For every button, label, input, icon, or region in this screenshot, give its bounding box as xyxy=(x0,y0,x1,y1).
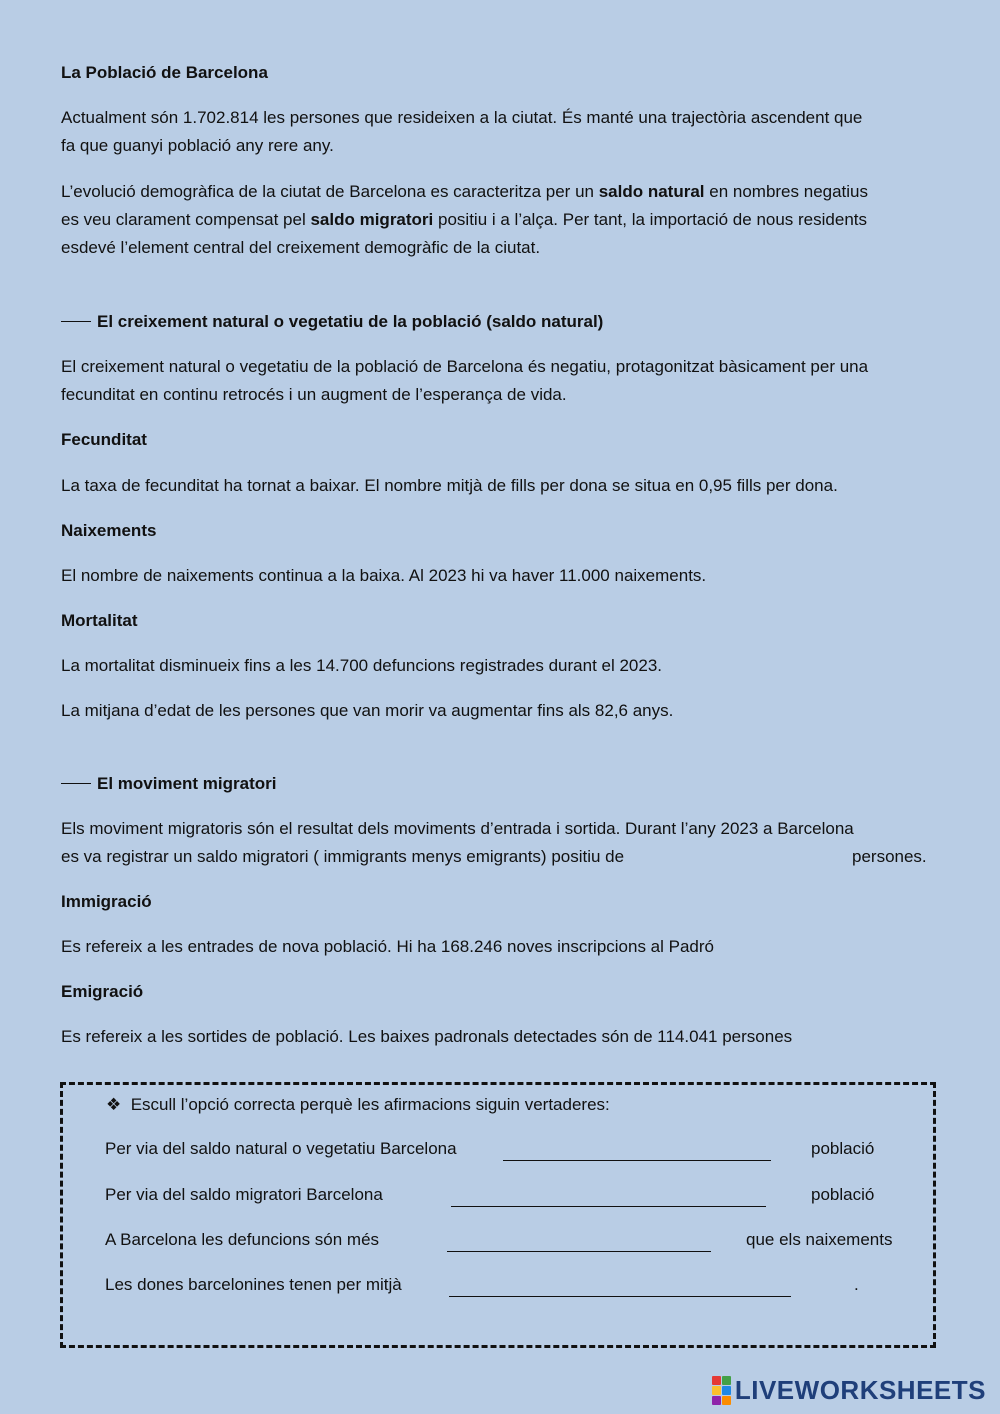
question-1-end: població xyxy=(811,1139,875,1158)
page-title: La Població de Barcelona xyxy=(61,63,268,82)
text-segment: L’evolució demogràfica de la ciutat de Barcelona es caracteritza per un xyxy=(61,182,599,201)
liveworksheets-logo xyxy=(712,1376,986,1404)
paragraph-line: La mitjana d’edat de les persones que van morir va augmentar fins als 82,6 anys. xyxy=(61,701,674,720)
paragraph-line: es va registrar un saldo migratori ( immigrants menys emigrants) positiu de xyxy=(61,847,625,866)
question-4-end: . xyxy=(854,1275,859,1294)
question-4-answer-field[interactable] xyxy=(449,1273,791,1297)
subheading-emigracio: Emigració xyxy=(61,982,144,1001)
paragraph-line: Els moviment migratoris són el resultat dels moviments d’entrada i sortida. Durant l’any 2023 a Barcelona xyxy=(61,819,854,838)
question-2-text: Per via del saldo migratori Barcelona xyxy=(105,1185,383,1204)
bold-term: saldo natural xyxy=(598,182,705,201)
section-heading-natural xyxy=(61,308,603,336)
question-2-end: població xyxy=(811,1185,875,1204)
question-1-text: Per via del saldo natural o vegetatiu Barcelona xyxy=(105,1139,457,1158)
text-segment: positiu i a l’alça. Per tant, la importació de nous residents xyxy=(433,210,868,229)
subheading-fecunditat: Fecunditat xyxy=(61,430,147,449)
subheading-immigracio: Immigració xyxy=(61,892,152,911)
intro-paragraph-2-line xyxy=(61,178,868,206)
section-heading-migratori xyxy=(61,770,276,798)
liveworksheets-logo-icon xyxy=(712,1376,731,1405)
intro-paragraph-2-line: esdevé l’element central del creixement demogràfic de la ciutat. xyxy=(61,238,541,257)
saldo-migratori-answer-field[interactable] xyxy=(680,845,840,869)
question-3-text: A Barcelona les defuncions són més xyxy=(105,1230,380,1249)
bold-term: saldo migratori xyxy=(310,210,434,229)
exercise-box xyxy=(60,1082,936,1348)
paragraph-line: El creixement natural o vegetatiu de la població de Barcelona és negatiu, protagonitzat bàsicament per una xyxy=(61,357,869,376)
heading-text: El creixement natural o vegetatiu de la població (saldo natural) xyxy=(97,312,604,331)
intro-paragraph-line: Actualment són 1.702.814 les persones que resideixen a la ciutat. És manté una trajectòria ascendent que xyxy=(61,108,863,127)
logo-text: LIVEWORKSHEETS xyxy=(734,1374,986,1405)
paragraph-line: La taxa de fecunditat ha tornat a baixar. El nombre mitjà de fills per dona se situa en 0,95 fills per dona. xyxy=(61,476,838,495)
paragraph-line-end: persones. xyxy=(852,847,927,866)
paragraph-line: El nombre de naixements continua a la baixa. Al 2023 hi va haver 11.000 naixements. xyxy=(61,566,707,585)
text-segment: en nombres negatius xyxy=(704,182,869,201)
question-3-end: que els naixements xyxy=(746,1230,893,1249)
question-2-answer-field[interactable] xyxy=(451,1183,766,1207)
exercise-instruction xyxy=(106,1093,610,1117)
paragraph-line: La mortalitat disminueix fins a les 14.700 defuncions registrades durant el 2023. xyxy=(61,656,663,675)
dash-divider xyxy=(61,783,91,784)
subheading-naixements: Naixements xyxy=(61,521,157,540)
paragraph-line: fecunditat en continu retrocés i un augment de l’esperança de vida. xyxy=(61,385,567,404)
subheading-mortalitat: Mortalitat xyxy=(61,611,138,630)
text-segment: es veu clarament compensat pel xyxy=(61,210,311,229)
question-1-answer-field[interactable] xyxy=(503,1137,771,1161)
intro-paragraph-line: fa que guanyi població any rere any. xyxy=(61,136,334,155)
instruction-text: Escull l’opció correcta perquè les afirmacions siguin vertaderes: xyxy=(130,1095,610,1114)
question-4-text: Les dones barcelonines tenen per mitjà xyxy=(105,1275,402,1294)
dash-divider xyxy=(61,321,91,322)
heading-text: El moviment migratori xyxy=(97,774,277,793)
paragraph-line: Es refereix a les entrades de nova població. Hi ha 168.246 noves inscripcions al Padró xyxy=(61,937,714,956)
intro-paragraph-2-line xyxy=(61,206,867,234)
diamond-bullet-icon: ❖ xyxy=(106,1095,122,1114)
paragraph-line: Es refereix a les sortides de població. Les baixes padronals detectades són de 114.041 persones xyxy=(61,1027,793,1046)
question-3-answer-field[interactable] xyxy=(447,1228,711,1252)
